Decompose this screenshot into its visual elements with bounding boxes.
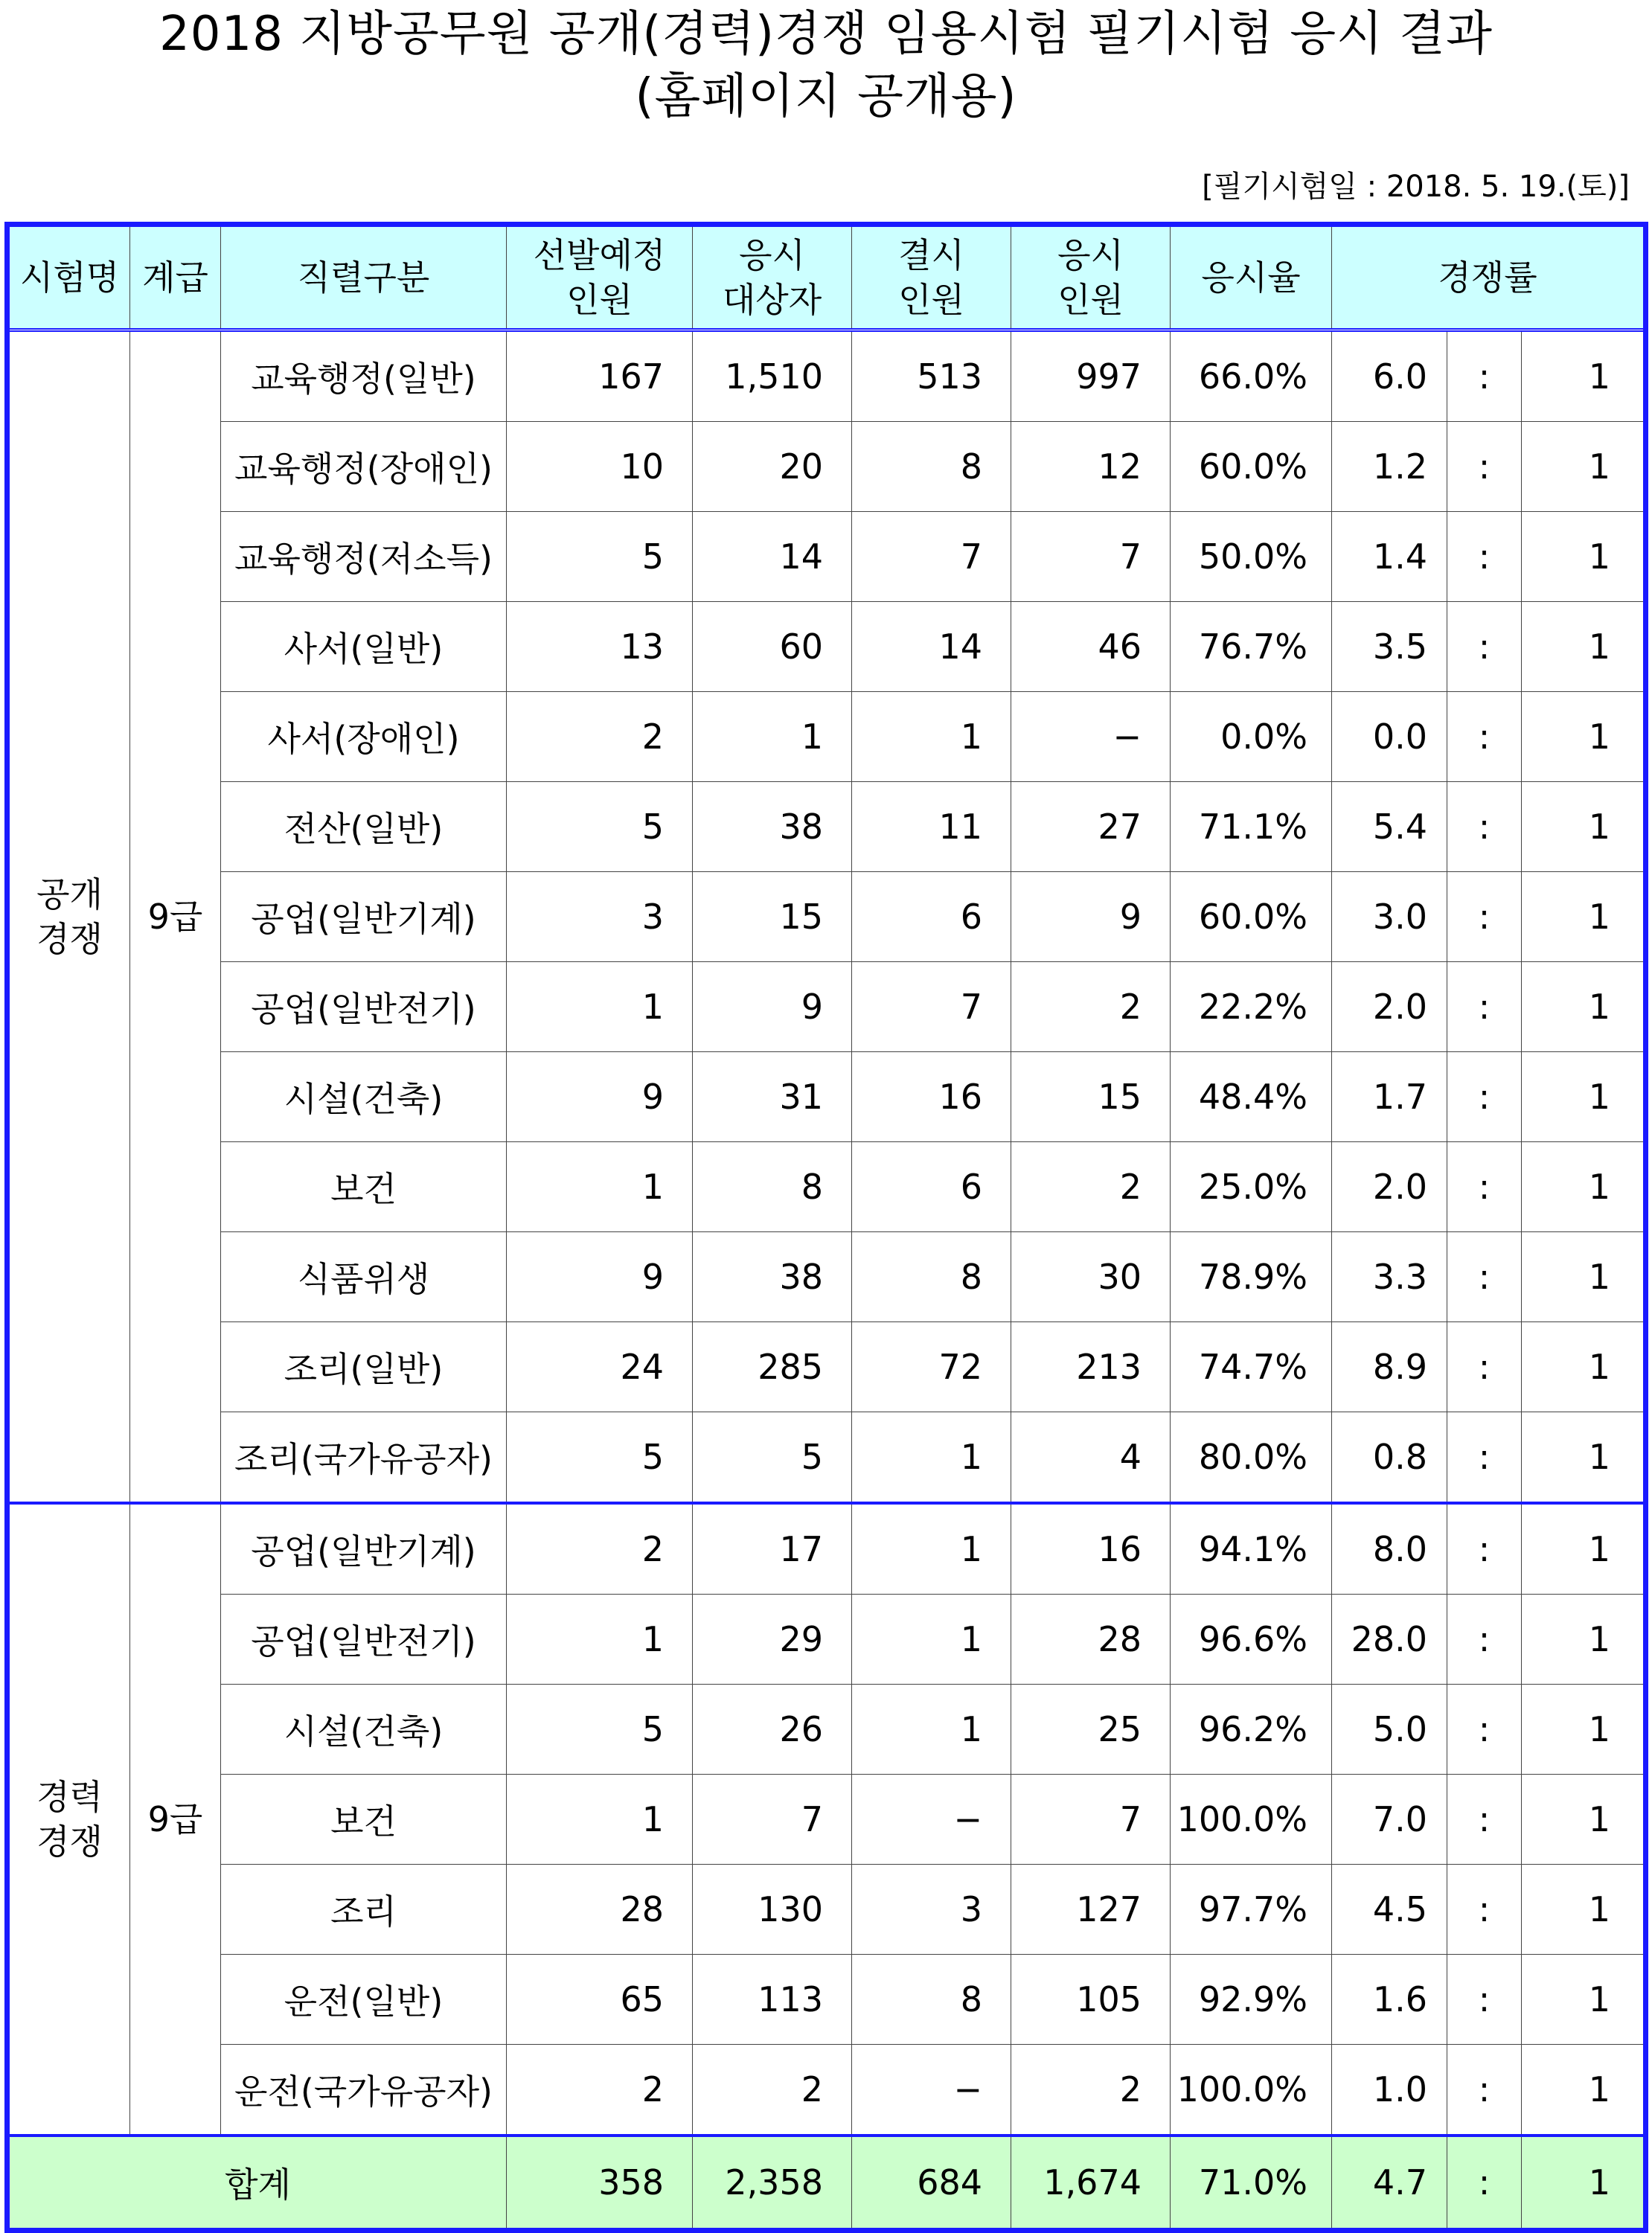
applied-cell: 2 (1011, 2045, 1171, 2136)
rate-cell: 48.4% (1171, 1052, 1332, 1142)
rate-cell: 60.0% (1171, 422, 1332, 512)
job-cell: 사서(일반) (221, 602, 507, 692)
total-applied: 1,674 (1011, 2136, 1171, 2231)
target-cell: 7 (693, 1775, 852, 1865)
quota-cell: 2 (507, 2045, 693, 2136)
ratio-cell: 4.5 (1332, 1865, 1447, 1955)
header-ratio: 경쟁률 (1332, 225, 1646, 330)
absent-cell: 1 (852, 1503, 1011, 1595)
absent-cell: − (852, 1775, 1011, 1865)
total-target: 2,358 (693, 2136, 852, 2231)
table-row (7, 1865, 1646, 1955)
ratio-cell: 1.7 (1332, 1052, 1447, 1142)
table-row (7, 692, 1646, 782)
ratio-cell: 3.3 (1332, 1232, 1447, 1322)
applied-cell: 7 (1011, 512, 1171, 602)
job-cell: 시설(건축) (221, 1052, 507, 1142)
job-cell: 공업(일반전기) (221, 962, 507, 1052)
rate-cell: 97.7% (1171, 1865, 1332, 1955)
table-row (7, 1052, 1646, 1142)
applied-cell: 12 (1011, 422, 1171, 512)
job-cell: 조리(국가유공자) (221, 1412, 507, 1504)
applied-cell: − (1011, 692, 1171, 782)
ratio-one: 1 (1522, 330, 1646, 422)
ratio-cell: 5.4 (1332, 782, 1447, 872)
absent-cell: 7 (852, 512, 1011, 602)
ratio-cell: 1.2 (1332, 422, 1447, 512)
ratio-cell: 1.0 (1332, 2045, 1447, 2136)
job-cell: 운전(일반) (221, 1955, 507, 2045)
ratio-colon: : (1447, 1412, 1522, 1504)
ratio-cell: 7.0 (1332, 1775, 1447, 1865)
header-applied: 응시 인원 (1011, 225, 1171, 330)
ratio-colon: : (1447, 1595, 1522, 1685)
target-cell: 9 (693, 962, 852, 1052)
exam-type-cell: 공개 경쟁 (7, 330, 130, 1504)
job-cell: 보건 (221, 1142, 507, 1232)
absent-cell: − (852, 2045, 1011, 2136)
absent-cell: 3 (852, 1865, 1011, 1955)
job-cell: 공업(일반기계) (221, 872, 507, 962)
quota-cell: 167 (507, 330, 693, 422)
quota-cell: 5 (507, 782, 693, 872)
ratio-one: 1 (1522, 422, 1646, 512)
quota-cell: 65 (507, 1955, 693, 2045)
quota-cell: 5 (507, 512, 693, 602)
job-cell: 공업(일반기계) (221, 1503, 507, 1595)
total-ratio-colon: : (1447, 2136, 1522, 2231)
job-cell: 보건 (221, 1775, 507, 1865)
ratio-cell: 28.0 (1332, 1595, 1447, 1685)
table-row (7, 422, 1646, 512)
ratio-colon: : (1447, 1503, 1522, 1595)
total-quota: 358 (507, 2136, 693, 2231)
ratio-colon: : (1447, 1865, 1522, 1955)
applied-cell: 997 (1011, 330, 1171, 422)
rate-cell: 78.9% (1171, 1232, 1332, 1322)
applied-cell: 105 (1011, 1955, 1171, 2045)
applied-cell: 2 (1011, 1142, 1171, 1232)
job-cell: 운전(국가유공자) (221, 2045, 507, 2136)
header-job: 직렬구분 (221, 225, 507, 330)
rate-cell: 94.1% (1171, 1503, 1332, 1595)
ratio-one: 1 (1522, 782, 1646, 872)
results-table (4, 222, 1648, 2233)
ratio-colon: : (1447, 962, 1522, 1052)
ratio-one: 1 (1522, 1322, 1646, 1412)
absent-cell: 11 (852, 782, 1011, 872)
ratio-colon: : (1447, 782, 1522, 872)
ratio-colon: : (1447, 1322, 1522, 1412)
target-cell: 38 (693, 782, 852, 872)
ratio-cell: 8.0 (1332, 1503, 1447, 1595)
table-row (7, 1322, 1646, 1412)
table-row (7, 1412, 1646, 1504)
target-cell: 38 (693, 1232, 852, 1322)
header-quota: 선발예정 인원 (507, 225, 693, 330)
ratio-colon: : (1447, 330, 1522, 422)
ratio-colon: : (1447, 1142, 1522, 1232)
table-row (7, 1142, 1646, 1232)
absent-cell: 14 (852, 602, 1011, 692)
applied-cell: 16 (1011, 1503, 1171, 1595)
total-ratio-one: 1 (1522, 2136, 1646, 2231)
quota-cell: 28 (507, 1865, 693, 1955)
quota-cell: 2 (507, 692, 693, 782)
rate-cell: 80.0% (1171, 1412, 1332, 1504)
target-cell: 29 (693, 1595, 852, 1685)
rate-cell: 96.2% (1171, 1685, 1332, 1775)
quota-cell: 10 (507, 422, 693, 512)
table-row (7, 1232, 1646, 1322)
job-cell: 교육행정(장애인) (221, 422, 507, 512)
absent-cell: 8 (852, 422, 1011, 512)
ratio-cell: 0.0 (1332, 692, 1447, 782)
quota-cell: 1 (507, 1775, 693, 1865)
applied-cell: 127 (1011, 1865, 1171, 1955)
page-subtitle: (홈페이지 공개용) (635, 69, 1017, 124)
ratio-cell: 3.5 (1332, 602, 1447, 692)
rate-cell: 22.2% (1171, 962, 1332, 1052)
target-cell: 130 (693, 1865, 852, 1955)
ratio-cell: 3.0 (1332, 872, 1447, 962)
table-row (7, 2045, 1646, 2136)
absent-cell: 6 (852, 1142, 1011, 1232)
quota-cell: 9 (507, 1052, 693, 1142)
exam-date: [필기시험일 : 2018. 5. 19.(토)] (1202, 170, 1630, 204)
total-ratio: 4.7 (1332, 2136, 1447, 2231)
table-row (7, 1503, 1646, 1595)
job-cell: 조리 (221, 1865, 507, 1955)
rate-cell: 50.0% (1171, 512, 1332, 602)
absent-cell: 72 (852, 1322, 1011, 1412)
ratio-one: 1 (1522, 962, 1646, 1052)
target-cell: 26 (693, 1685, 852, 1775)
ratio-colon: : (1447, 1685, 1522, 1775)
ratio-one: 1 (1522, 2045, 1646, 2136)
ratio-one: 1 (1522, 1775, 1646, 1865)
rate-cell: 76.7% (1171, 602, 1332, 692)
job-cell: 공업(일반전기) (221, 1595, 507, 1685)
job-cell: 교육행정(일반) (221, 330, 507, 422)
table-row (7, 602, 1646, 692)
ratio-cell: 2.0 (1332, 1142, 1447, 1232)
ratio-one: 1 (1522, 1412, 1646, 1504)
ratio-cell: 1.6 (1332, 1955, 1447, 2045)
table-row (7, 962, 1646, 1052)
applied-cell: 4 (1011, 1412, 1171, 1504)
ratio-one: 1 (1522, 602, 1646, 692)
ratio-one: 1 (1522, 1685, 1646, 1775)
ratio-colon: : (1447, 1232, 1522, 1322)
rate-cell: 66.0% (1171, 330, 1332, 422)
ratio-colon: : (1447, 1775, 1522, 1865)
rate-cell: 74.7% (1171, 1322, 1332, 1412)
target-cell: 1 (693, 692, 852, 782)
job-cell: 전산(일반) (221, 782, 507, 872)
ratio-one: 1 (1522, 1595, 1646, 1685)
ratio-cell: 2.0 (1332, 962, 1447, 1052)
table-row (7, 1955, 1646, 2045)
quota-cell: 2 (507, 1503, 693, 1595)
table-row (7, 1595, 1646, 1685)
target-cell: 14 (693, 512, 852, 602)
applied-cell: 7 (1011, 1775, 1171, 1865)
ratio-cell: 1.4 (1332, 512, 1447, 602)
grade-cell: 9급 (130, 1503, 221, 2136)
target-cell: 15 (693, 872, 852, 962)
applied-cell: 25 (1011, 1685, 1171, 1775)
job-cell: 조리(일반) (221, 1322, 507, 1412)
target-cell: 2 (693, 2045, 852, 2136)
quota-cell: 1 (507, 1595, 693, 1685)
quota-cell: 1 (507, 962, 693, 1052)
target-cell: 285 (693, 1322, 852, 1412)
job-cell: 시설(건축) (221, 1685, 507, 1775)
applied-cell: 2 (1011, 962, 1171, 1052)
quota-cell: 3 (507, 872, 693, 962)
ratio-colon: : (1447, 1955, 1522, 2045)
rate-cell: 25.0% (1171, 1142, 1332, 1232)
header-absent: 결시 인원 (852, 225, 1011, 330)
ratio-colon: : (1447, 692, 1522, 782)
ratio-one: 1 (1522, 512, 1646, 602)
header-grade: 계급 (130, 225, 221, 330)
quota-cell: 1 (507, 1142, 693, 1232)
rate-cell: 92.9% (1171, 1955, 1332, 2045)
quota-cell: 5 (507, 1412, 693, 1504)
applied-cell: 27 (1011, 782, 1171, 872)
quota-cell: 5 (507, 1685, 693, 1775)
ratio-colon: : (1447, 422, 1522, 512)
absent-cell: 1 (852, 1595, 1011, 1685)
ratio-cell: 8.9 (1332, 1322, 1447, 1412)
absent-cell: 6 (852, 872, 1011, 962)
applied-cell: 46 (1011, 602, 1171, 692)
target-cell: 20 (693, 422, 852, 512)
absent-cell: 513 (852, 330, 1011, 422)
header-row (7, 225, 1646, 330)
ratio-one: 1 (1522, 1503, 1646, 1595)
ratio-colon: : (1447, 1052, 1522, 1142)
job-cell: 교육행정(저소득) (221, 512, 507, 602)
quota-cell: 9 (507, 1232, 693, 1322)
ratio-cell: 0.8 (1332, 1412, 1447, 1504)
ratio-one: 1 (1522, 1142, 1646, 1232)
target-cell: 31 (693, 1052, 852, 1142)
table-row (7, 1775, 1646, 1865)
absent-cell: 1 (852, 1685, 1011, 1775)
total-row (7, 2136, 1646, 2231)
total-absent: 684 (852, 2136, 1011, 2231)
total-label: 합계 (7, 2136, 507, 2231)
applied-cell: 213 (1011, 1322, 1171, 1412)
ratio-one: 1 (1522, 1955, 1646, 2045)
absent-cell: 1 (852, 1412, 1011, 1504)
absent-cell: 8 (852, 1955, 1011, 2045)
applied-cell: 28 (1011, 1595, 1171, 1685)
job-cell: 사서(장애인) (221, 692, 507, 782)
table-row (7, 782, 1646, 872)
rate-cell: 100.0% (1171, 2045, 1332, 2136)
ratio-one: 1 (1522, 692, 1646, 782)
applied-cell: 30 (1011, 1232, 1171, 1322)
ratio-one: 1 (1522, 1865, 1646, 1955)
ratio-one: 1 (1522, 872, 1646, 962)
header-rate: 응시율 (1171, 225, 1332, 330)
applied-cell: 15 (1011, 1052, 1171, 1142)
absent-cell: 8 (852, 1232, 1011, 1322)
target-cell: 17 (693, 1503, 852, 1595)
absent-cell: 16 (852, 1052, 1011, 1142)
exam-type-cell: 경력 경쟁 (7, 1503, 130, 2136)
target-cell: 60 (693, 602, 852, 692)
target-cell: 113 (693, 1955, 852, 2045)
ratio-cell: 5.0 (1332, 1685, 1447, 1775)
header-target: 응시 대상자 (693, 225, 852, 330)
target-cell: 1,510 (693, 330, 852, 422)
page-title: 2018 지방공무원 공개(경력)경쟁 임용시험 필기시험 응시 결과 (159, 7, 1493, 62)
rate-cell: 0.0% (1171, 692, 1332, 782)
rate-cell: 60.0% (1171, 872, 1332, 962)
ratio-colon: : (1447, 2045, 1522, 2136)
job-cell: 식품위생 (221, 1232, 507, 1322)
header-exam: 시험명 (7, 225, 130, 330)
table-row (7, 512, 1646, 602)
ratio-colon: : (1447, 872, 1522, 962)
rate-cell: 100.0% (1171, 1775, 1332, 1865)
rate-cell: 96.6% (1171, 1595, 1332, 1685)
applied-cell: 9 (1011, 872, 1171, 962)
rate-cell: 71.1% (1171, 782, 1332, 872)
quota-cell: 24 (507, 1322, 693, 1412)
ratio-one: 1 (1522, 1232, 1646, 1322)
table-row (7, 330, 1646, 422)
ratio-colon: : (1447, 512, 1522, 602)
ratio-cell: 6.0 (1332, 330, 1447, 422)
absent-cell: 7 (852, 962, 1011, 1052)
table-row (7, 1685, 1646, 1775)
target-cell: 5 (693, 1412, 852, 1504)
absent-cell: 1 (852, 692, 1011, 782)
grade-cell: 9급 (130, 330, 221, 1504)
target-cell: 8 (693, 1142, 852, 1232)
quota-cell: 13 (507, 602, 693, 692)
total-rate: 71.0% (1171, 2136, 1332, 2231)
ratio-one: 1 (1522, 1052, 1646, 1142)
ratio-colon: : (1447, 602, 1522, 692)
table-row (7, 872, 1646, 962)
